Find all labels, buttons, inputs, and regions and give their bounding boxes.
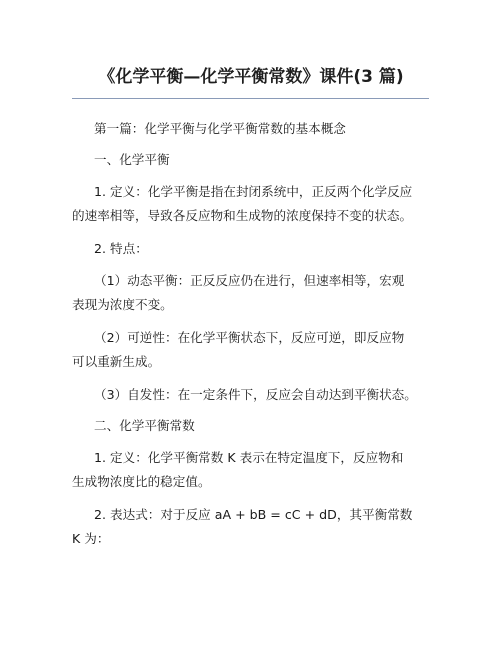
feature-dynamic-line1: （1）动态平衡：正反反应仍在进行，但速率相等，宏观: [94, 273, 405, 288]
heading-chemical-equilibrium: 一、化学平衡: [94, 152, 170, 167]
feature-reversible-line1: （2）可逆性：在化学平衡状态下，反应可逆，即反应物: [94, 330, 405, 345]
feature-spontaneous: （3）自发性：在一定条件下，反应会自动达到平衡状态。: [94, 387, 417, 402]
constant-definition-line2: 生成物浓度比的稳定值。: [72, 474, 211, 489]
document-title: 《化学平衡—化学平衡常数》课件(3 篇): [98, 67, 404, 87]
features-heading: 2. 特点：: [94, 241, 148, 256]
expression-line2: K 为：: [72, 531, 110, 546]
title-divider: [72, 98, 429, 99]
feature-dynamic-line2: 表现为浓度不变。: [72, 297, 173, 312]
definition-paragraph-line2: 的速率相等，导致各反应物和生成物的浓度保持不变的状态。: [72, 208, 413, 223]
heading-equilibrium-constant: 二、化学平衡常数: [94, 418, 195, 433]
feature-reversible-line2: 可以重新生成。: [72, 354, 161, 369]
section-heading: 第一篇：化学平衡与化学平衡常数的基本概念: [94, 121, 346, 136]
expression-line1: 2. 表达式：对于反应 aA + bB = cC + dD，其平衡常数: [94, 507, 413, 522]
constant-definition-line1: 1. 定义：化学平衡常数 K 表示在特定温度下，反应物和: [94, 450, 404, 465]
definition-paragraph-line1: 1. 定义：化学平衡是指在封闭系统中，正反两个化学反应: [94, 184, 413, 199]
